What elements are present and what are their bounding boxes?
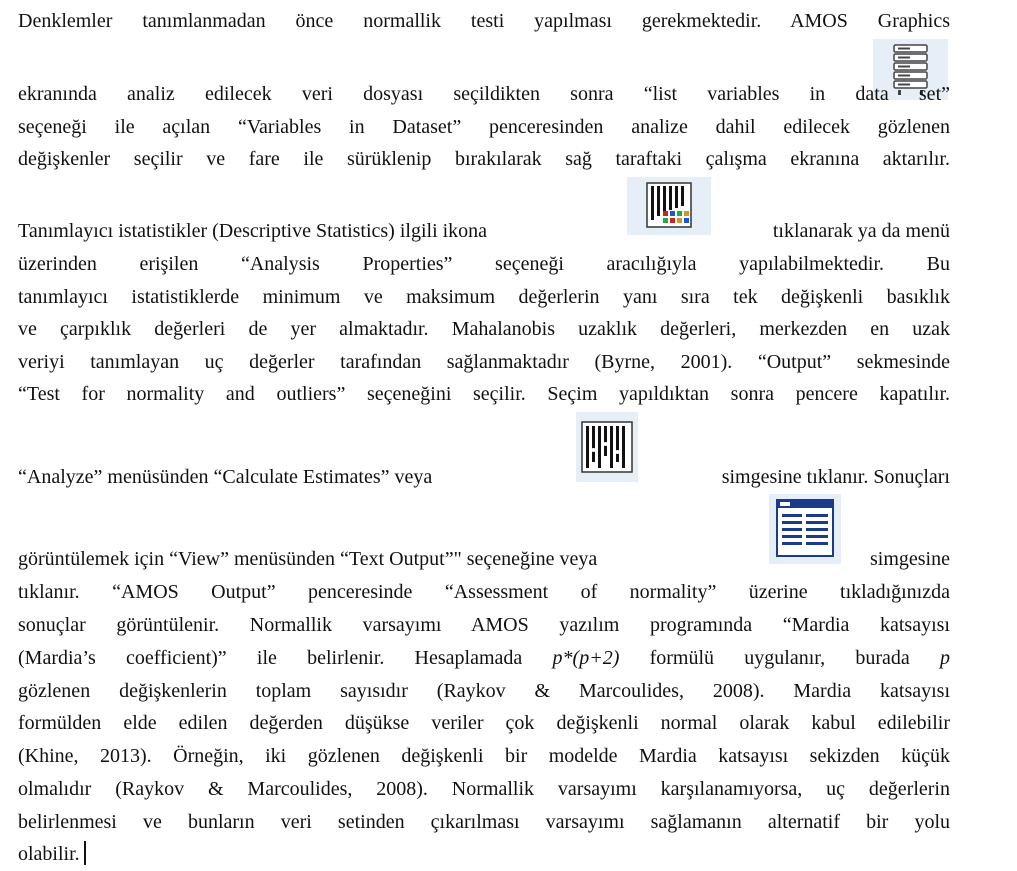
p3-line-2-left: görüntülemek için “View” menüsünden “Text Output”" seçeneğine veya	[18, 548, 598, 570]
p1-line-4: değişkenler seçilir ve fare ile sürüklenip bırakılarak sağ taraftaki çalışma ekranına aktarılır.	[18, 148, 950, 170]
p3-line-2	[18, 544, 950, 574]
p3-line-3: tıklanır. “AMOS Output” penceresinde “Assessment of normality” üzerine tıkladığınızda	[18, 581, 950, 603]
p2-line-1	[18, 216, 950, 246]
p3-line-9: olmalıdır (Raykov & Marcoulides, 2008). Normallik varsayımı karşılanamıyorsa, uç değerlerin	[18, 778, 950, 800]
p3-line-11-text: olabilir.	[18, 843, 80, 865]
p2-line-1-right: tıklanarak ya da menü	[772, 220, 950, 242]
p3-line-1-left: “Analyze” menüsünden “Calculate Estimates” veya	[18, 466, 433, 488]
p3-line-5	[18, 643, 950, 673]
p2-line-1-left: Tanımlayıcı istatistikler (Descriptive Statistics) ilgili ikona	[18, 220, 488, 242]
p2-line-5: veriyi tanımlayan uç değerler tarafından sağlanmaktadır (Byrne, 2001). “Output” sekmesinde	[18, 351, 950, 373]
p1-line-3: seçeneği ile açılan “Variables in Dataset” penceresinden analize dahil edilecek gözlenen	[18, 116, 950, 138]
p3-line-1	[18, 462, 950, 492]
p3-line-7: formülden elde edilen değerden düşükse veriler çok değişkenli normal olarak kabul edilebilir	[18, 712, 950, 734]
p3-line-5-a: (Mardia’s coefficient)” ile belirlenir. Hesaplamada	[18, 647, 553, 669]
p2-line-2: üzerinden erişilen “Analysis Properties” seçeneği aracılığıyla yapılabilmektedir. Bu	[18, 253, 950, 275]
p3-line-8: (Khine, 2013). Örneğin, iki gözlenen değişkenli bir modelde Mardia katsayısı sekizden küçük	[18, 745, 950, 767]
p3-line-6: gözlenen değişkenlerin toplam sayısıdır (Raykov & Marcoulides, 2008). Mardia katsayısı	[18, 680, 950, 702]
p3-line-2-right: simgesine	[870, 548, 950, 570]
p2-line-6: “Test for normality and outliers” seçeneğini seçilir. Seçim yapıldıktan sonra pencere kapatılır.	[18, 383, 950, 405]
p3-line-10: belirlenmesi ve bunların veri setinden çıkarılması varsayımı sağlamanın alternatif bir yolu	[18, 811, 950, 833]
text-cursor	[84, 841, 86, 865]
p3-line-5-b: formülü uygulanır, burada	[649, 647, 941, 669]
p1-line-2: ekranında analiz edilecek veri dosyası seçildikten sonra “list variables in data set”	[18, 83, 950, 105]
p3-line-4: sonuçlar görüntülenir. Normallik varsayımı AMOS yazılım programında “Mardia katsayısı	[18, 614, 950, 636]
p3-line-11	[18, 839, 950, 869]
p3-line-1-right: simgesine tıklanır. Sonuçları	[721, 466, 950, 488]
formula: p*(p+2)	[552, 647, 620, 669]
p2-line-4: ve çarpıklık değerleri de yer almaktadır. Mahalanobis uzaklık değerleri, merkezden en uzak	[18, 318, 950, 340]
p1-line-1: Denklemler tanımlanmadan önce normallik testi yapılması gerekmektedir. AMOS Graphics	[18, 10, 950, 32]
p2-line-3: tanımlayıcı istatistiklerde minimum ve maksimum değerlerin yanı sıra tek değişkenli basıklık	[18, 286, 950, 308]
variable-p: p	[940, 647, 951, 669]
